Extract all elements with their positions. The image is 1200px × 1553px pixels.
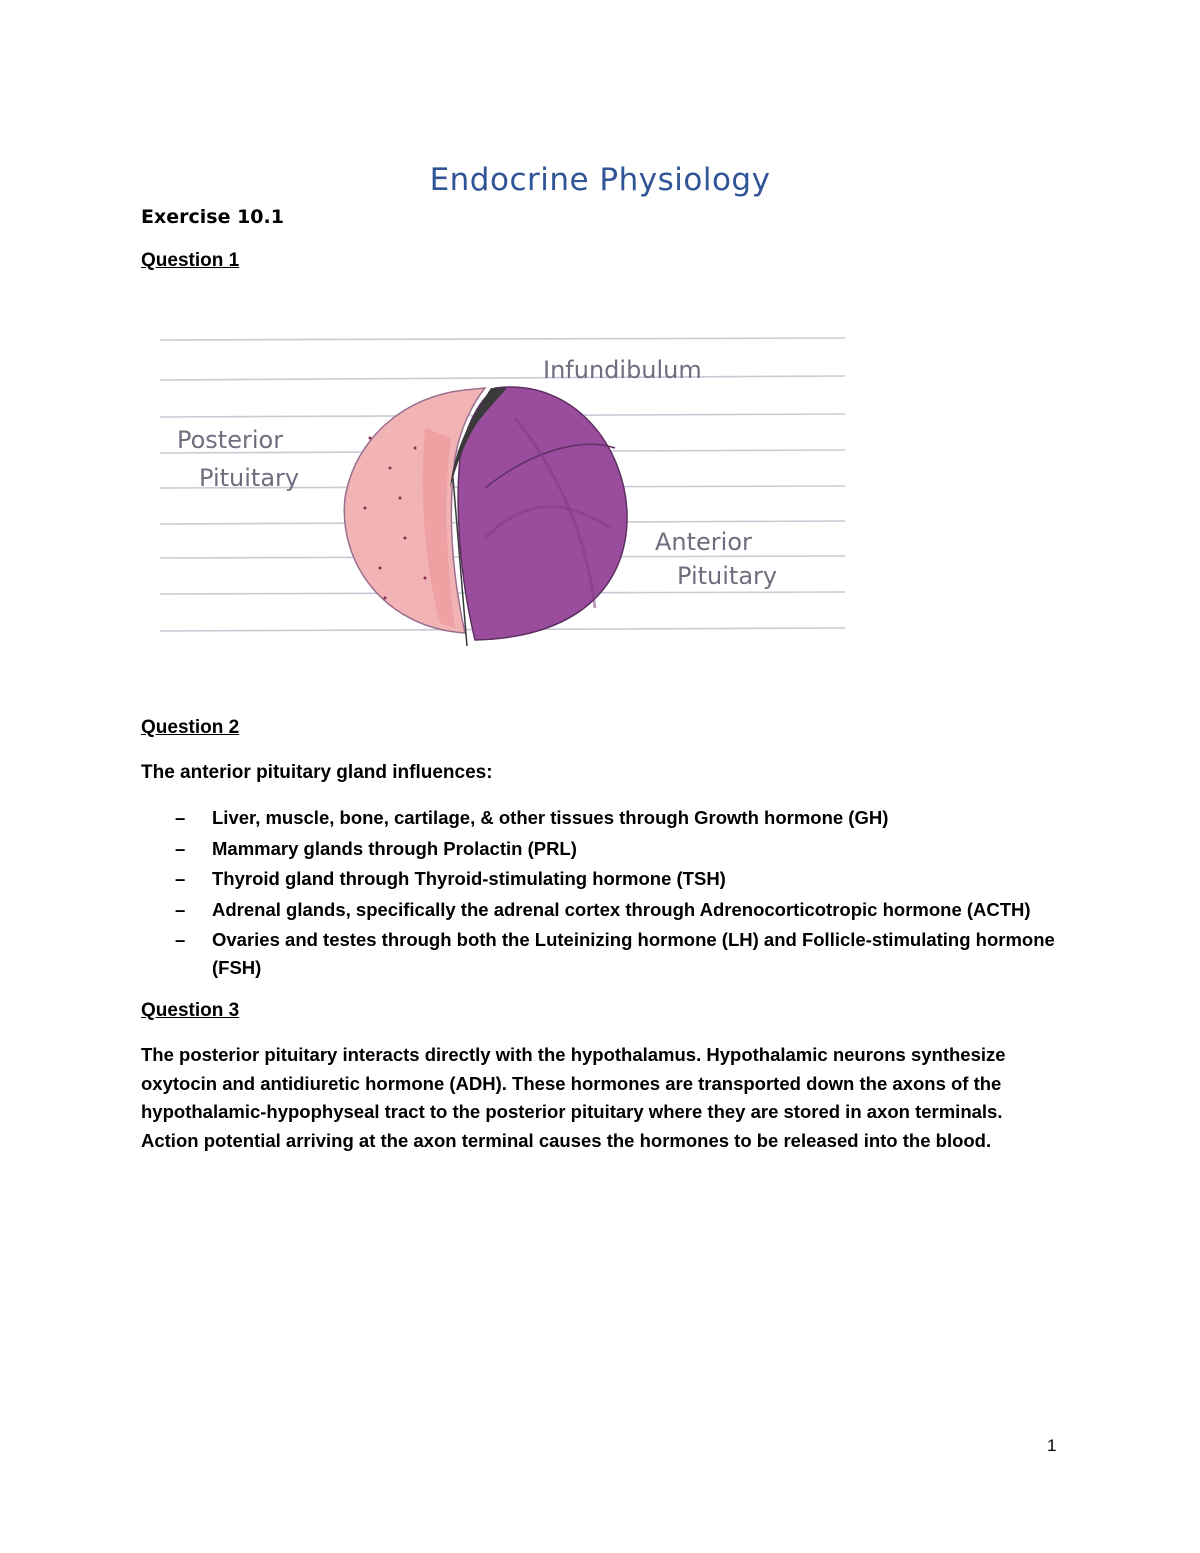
list-item: – Liver, muscle, bone, cartilage, & other tissues through Growth hormone (GH) xyxy=(141,804,1061,832)
document-title: Endocrine Physiology xyxy=(429,162,771,198)
question-3-heading: Question 3 xyxy=(141,1000,240,1021)
exercise-label: Exercise 10.1 xyxy=(141,206,284,228)
anterior-lobe xyxy=(458,387,627,640)
anterior-label-line1: Anterior xyxy=(655,528,752,556)
infundibulum-label: Infundibulum xyxy=(543,356,702,384)
question-1-heading: Question 1 xyxy=(141,250,240,271)
bullet-dash: – xyxy=(175,929,186,951)
question-2-intro: The anterior pituitary gland influences: xyxy=(141,762,493,783)
list-item: – Thyroid gland through Thyroid-stimulating hormone (TSH) xyxy=(141,865,1061,893)
bullet-dash: – xyxy=(175,898,186,920)
list-item: – Adrenal glands, specifically the adrenal cortex through Adrenocorticotropic hormone (ACTH) xyxy=(141,896,1061,924)
posterior-label-line1: Posterior xyxy=(177,426,284,454)
bullet-dash: – xyxy=(175,807,186,828)
anterior-label-line2: Pituitary xyxy=(677,562,778,590)
page-number: 1 xyxy=(1047,1436,1057,1455)
list-item: – Ovaries and testes through both the Luteinizing hormone (LH) and Follicle-stimulating hormone (FSH) xyxy=(141,926,1061,982)
question-2-heading: Question 2 xyxy=(141,717,240,738)
list-item: – Mammary glands through Prolactin (PRL) xyxy=(141,835,1061,863)
bullet-dash: – xyxy=(175,837,186,859)
gland-influence-list xyxy=(141,804,1061,985)
posterior-label-line2: Pituitary xyxy=(199,464,300,492)
bullet-dash: – xyxy=(175,868,186,890)
question-3-paragraph: The posterior pituitary interacts directly with the hypothalamus. Hypothalamic neurons synthesize oxytocin and antidiuretic hormone (ADH). These hormones are transported down the axons of the hypothalamic-hypophyseal tract to the posterior pituitary where they are stored in axon terminals. Action potential arriving at the axon terminal causes the hormones to be released into the blood. xyxy=(141,1044,1006,1151)
pituitary-drawing xyxy=(155,328,855,658)
